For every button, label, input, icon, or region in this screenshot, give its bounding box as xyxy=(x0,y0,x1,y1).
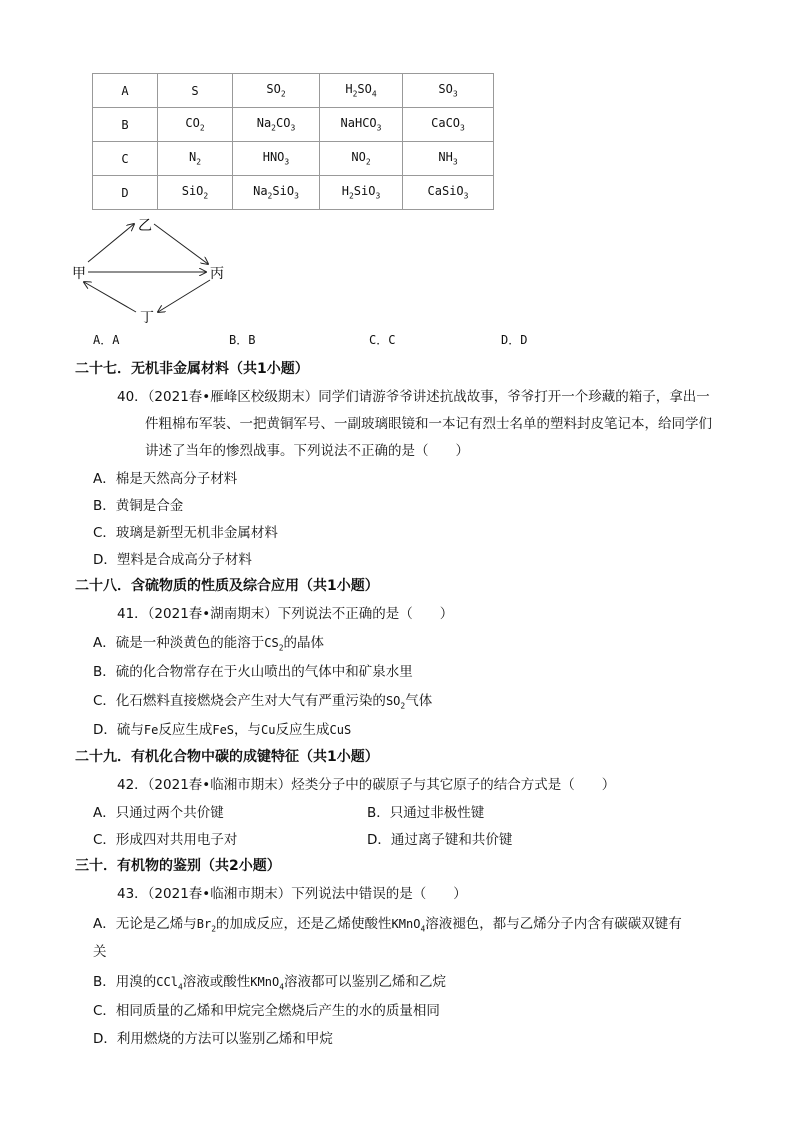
q41-option-c: C．化石燃料直接燃烧会产生对大气有严重污染的$SO_2$气体 xyxy=(93,693,433,711)
label-bing: 丙 xyxy=(210,266,224,282)
q42-option-d: D．通过离子键和共价键 xyxy=(367,832,513,848)
formula-cell: $SO_2$ xyxy=(233,74,320,108)
label-jia: 甲 xyxy=(72,266,86,282)
q41-option-a: A．硫是一种淡黄色的能溶于$CS_2$的晶体 xyxy=(93,635,325,653)
section-27-heading: 二十七．无机非金属材料（共1小题） xyxy=(75,361,309,377)
q40-line3: 讲述了当年的惨烈战事。下列说法不正确的是（ ） xyxy=(145,443,469,459)
formula-cell: S xyxy=(158,74,233,108)
q40-option-a: A．棉是天然高分子材料 xyxy=(93,471,238,487)
q43-option-b: B．用溴的CCl$_4$溶液或酸性KMnO$_4$溶液都可以鉴别乙烯和乙烷 xyxy=(93,974,447,992)
formula-cell: $Na_2CO_3$ xyxy=(233,108,320,142)
formula-cell: $CO_2$ xyxy=(158,108,233,142)
row-label: B xyxy=(93,108,158,142)
q40-option-c: C．玻璃是新型无机非金属材料 xyxy=(93,525,278,541)
formula-cell: NaHCO$_3$ xyxy=(320,108,403,142)
transformation-diagram xyxy=(70,212,240,332)
q42-option-b: B．只通过非极性键 xyxy=(367,805,485,821)
table-row xyxy=(93,108,494,142)
formula-cell: $SO_3$ xyxy=(403,74,494,108)
q43-stem: 43．（2021春•临湘市期末）下列说法中错误的是（ ） xyxy=(117,886,467,902)
table-row xyxy=(93,176,494,210)
q40-line2: 件粗棉布军装、一把黄铜军号、一副玻璃眼镜和一本记有烈士名单的塑料封皮笔记本，给同学们 xyxy=(145,416,712,432)
label-ding: 丁 xyxy=(140,310,154,326)
arrow-jia-yi xyxy=(88,224,134,262)
section-28-heading: 二十八．含硫物质的性质及综合应用（共1小题） xyxy=(75,578,379,594)
q42-option-a: A．只通过两个共价键 xyxy=(93,805,224,821)
formula-cell: $H_2SiO_3$ xyxy=(320,176,403,210)
row-label: C xyxy=(93,142,158,176)
q39-option-c: C．C xyxy=(369,333,396,347)
table-row xyxy=(93,142,494,176)
formula-cell: $N_2$ xyxy=(158,142,233,176)
row-label: D xyxy=(93,176,158,210)
row-label: A xyxy=(93,74,158,108)
arrow-bing-ding xyxy=(158,280,210,312)
formula-cell: CaSiO$_3$ xyxy=(403,176,494,210)
formula-cell: SiO$_2$ xyxy=(158,176,233,210)
q42-option-c: C．形成四对共用电子对 xyxy=(93,832,238,848)
q39-options xyxy=(93,331,693,349)
formula-cell: $NO_2$ xyxy=(320,142,403,176)
q40-option-d: D．塑料是合成高分子材料 xyxy=(93,552,252,568)
table-row xyxy=(93,74,494,108)
section-29-heading: 二十九．有机化合物中碳的成键特征（共1小题） xyxy=(75,749,379,765)
label-yi: 乙 xyxy=(138,218,152,234)
arrow-yi-bing xyxy=(154,224,208,264)
q42-stem: 42．（2021春•临湘市期末）烃类分子中的碳原子与其它原子的结合方式是（ ） xyxy=(117,777,616,793)
formula-cell: CaCO$_3$ xyxy=(403,108,494,142)
q43-option-d: D．利用燃烧的方法可以鉴别乙烯和甲烷 xyxy=(93,1031,333,1047)
q43-option-c: C．相同质量的乙烯和甲烷完全燃烧后产生的水的质量相同 xyxy=(93,1003,440,1019)
formula-cell: $Na_2SiO_3$ xyxy=(233,176,320,210)
arrow-ding-jia xyxy=(84,282,136,312)
q39-option-a: A．A xyxy=(93,333,120,347)
formula-cell: $H_2SO_4$ xyxy=(320,74,403,108)
q40-line1: 40．（2021春•雁峰区校级期末）同学们请游爷爷讲述抗战故事，爷爷打开一个珍藏的箱子，拿出一 xyxy=(117,389,710,405)
formula-cell: $NH_3$ xyxy=(403,142,494,176)
q43-option-a-line2: 关 xyxy=(93,944,107,960)
q41-option-d: D．硫与Fe反应生成FeS，与Cu反应生成CuS xyxy=(93,722,352,738)
formula-cell: $HNO_3$ xyxy=(233,142,320,176)
q41-stem: 41．（2021春•湖南期末）下列说法不正确的是（ ） xyxy=(117,606,454,622)
q39-option-d: D．D xyxy=(501,333,528,347)
q43-option-a: A．无论是乙烯与$Br_2$的加成反应，还是乙烯使酸性KMnO$_4$溶液褪色，都与乙烯分子内含有碳碳双键有 xyxy=(93,916,682,934)
q40-option-b: B．黄铜是合金 xyxy=(93,498,184,514)
section-30-heading: 三十．有机物的鉴别（共2小题） xyxy=(75,858,281,874)
q39-option-b: B．B xyxy=(229,333,256,347)
q41-option-b: B．硫的化合物常存在于火山喷出的气体中和矿泉水里 xyxy=(93,664,413,680)
chemistry-table xyxy=(92,73,494,210)
